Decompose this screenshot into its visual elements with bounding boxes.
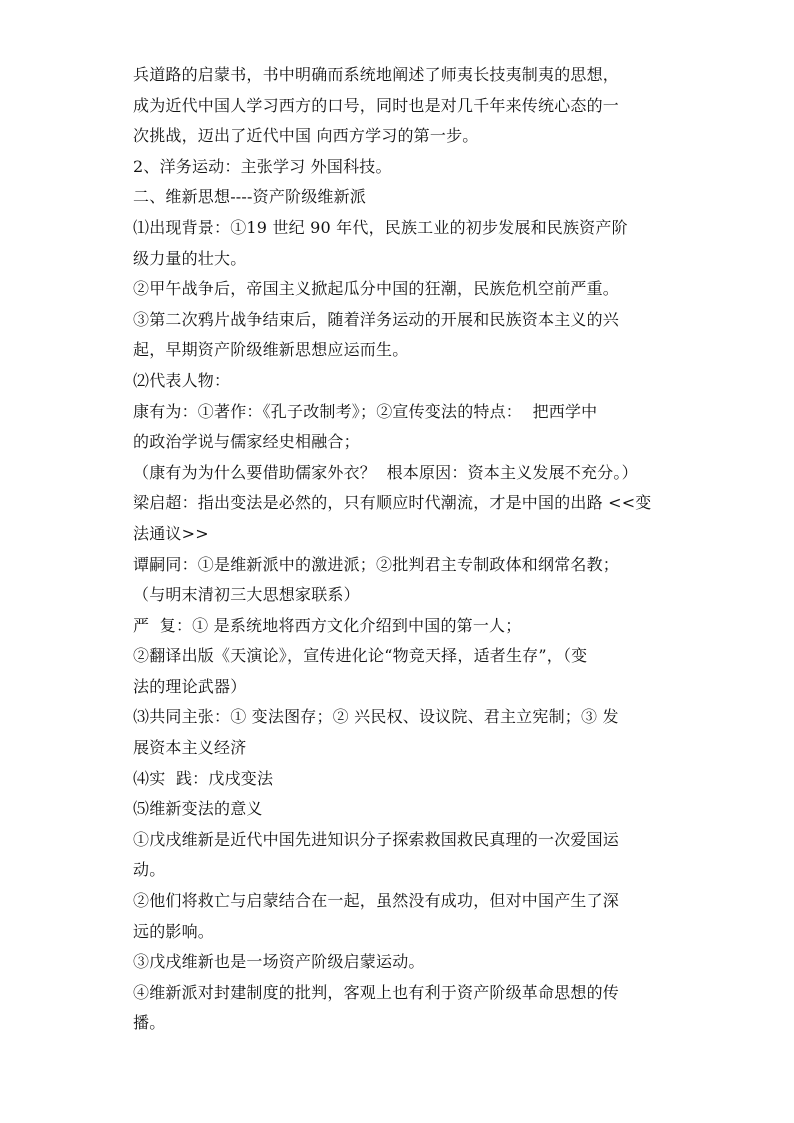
text-line: ③第二次鸦片战争结束后，随着洋务运动的开展和民族资本主义的兴 — [133, 309, 620, 329]
subsection-heading: ⑵代表人物： — [133, 370, 231, 390]
text-line: ②翻译出版《天演论》，宣传进化论“物竞天择，适者生存”，（变 — [133, 646, 588, 666]
text-line: 级力量的壮大。 — [133, 248, 247, 268]
text-line: （与明末清初三大思想家联系） — [133, 585, 360, 605]
section-heading: 2、洋务运动：主张学习 外国科技。 — [133, 156, 392, 176]
text-line: 动。 — [133, 860, 166, 880]
text-line: 展资本主义经济 — [133, 738, 247, 758]
text-line: 播。 — [133, 1013, 166, 1033]
text-line: ②他们将救亡与启蒙结合在一起，虽然没有成功，但对中国产生了深 — [133, 891, 620, 911]
document-page — [133, 60, 673, 1039]
text-line: ⑶共同主张：① 变法图存；② 兴民权、设议院、君主立宪制；③ 发 — [133, 707, 619, 727]
text-line: 梁启超：指出变法是必然的，只有顺应时代潮流，才是中国的出路 <<变 — [133, 493, 652, 513]
text-line: 的政治学说与儒家经史相融合； — [133, 432, 360, 452]
text-line: 谭嗣同：①是维新派中的激进派；②批判君主专制政体和纲常名教； — [133, 554, 620, 574]
section-heading: 二、维新思想----资产阶级维新派 — [133, 187, 367, 207]
text-line: 康有为：①著作：《孔子改制考》；②宣传变法的特点： 把西学中 — [133, 401, 598, 421]
text-line: ①戊戌维新是近代中国先进知识分子探索救国救民真理的一次爱国运 — [133, 829, 620, 849]
text-line: 远的影响。 — [133, 921, 215, 941]
text-line: 起，早期资产阶级维新思想应运而生。 — [133, 340, 409, 360]
text-line: 法的理论武器） — [133, 676, 247, 696]
text-line: 次挑战，迈出了近代中国 向西方学习的第一步。 — [133, 126, 479, 146]
text-line: 兵道路的启蒙书，书中明确而系统地阐述了师夷长技夷制夷的思想， — [133, 65, 620, 84]
text-line: ②甲午战争后，帝国主义掀起瓜分中国的狂潮，民族危机空前严重。 — [133, 279, 620, 299]
text-line: 严 复：① 是系统地将西方文化介绍到中国的第一人； — [133, 615, 522, 635]
text-line: 法通议>> — [133, 523, 209, 543]
text-line: ④维新派对封建制度的批判，客观上也有利于资产阶级革命思想的传 — [133, 982, 620, 1002]
text-line: （康有为为什么要借助儒家外衣？ 根本原因：资本主义发展不充分。） — [133, 462, 638, 482]
text-line: ⑴出现背景：①19 世纪 90 年代，民族工业的初步发展和民族资产阶 — [133, 217, 628, 237]
subsection-heading: ⑸维新变法的意义 — [133, 799, 263, 819]
subsection-heading: ⑷实 践：戊戌变法 — [133, 768, 274, 788]
text-line: 成为近代中国人学习西方的口号，同时也是对几千年来传统心态的一 — [133, 95, 620, 115]
text-line: ③戊戌维新也是一场资产阶级启蒙运动。 — [133, 952, 425, 972]
